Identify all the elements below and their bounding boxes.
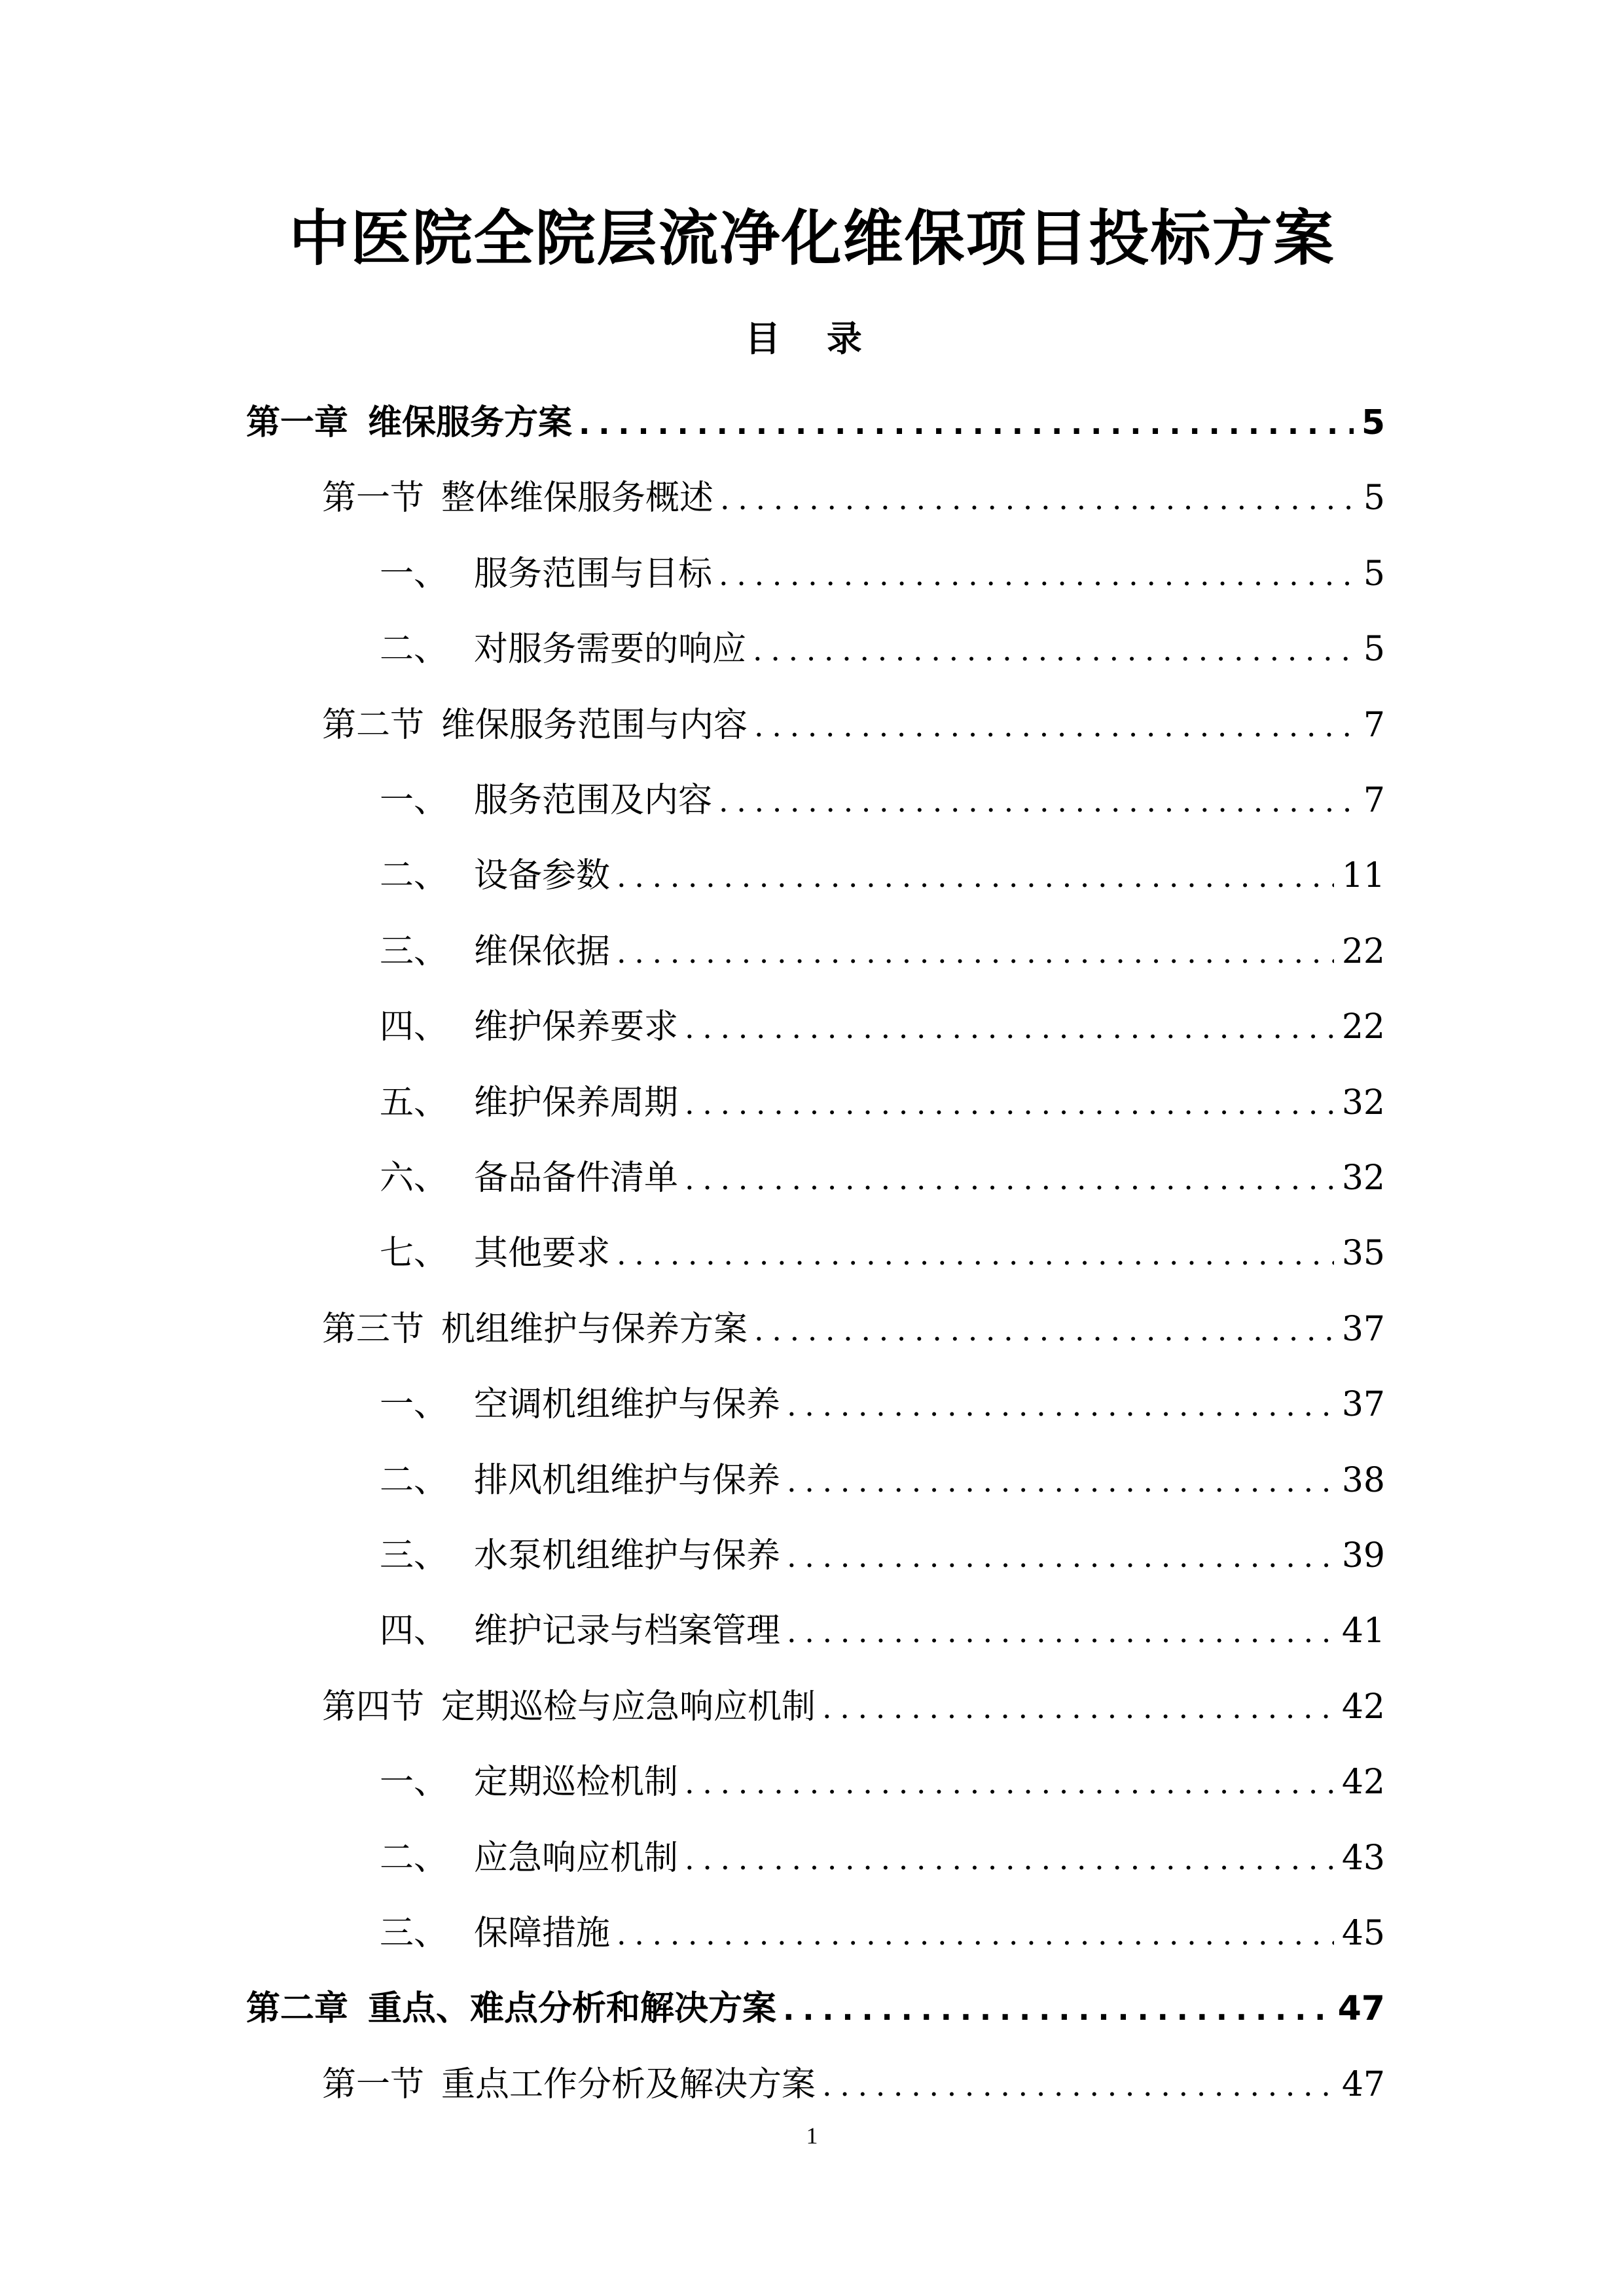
- toc-entry-number: 第二章: [246, 1989, 349, 2028]
- toc-entry-page: 45: [1341, 1914, 1385, 1953]
- toc-entry-title: 重点、难点分析和解决方案: [368, 1989, 777, 2028]
- toc-leader-dots: [783, 1983, 1330, 2036]
- toc-leader-dots: [787, 1455, 1334, 1507]
- toc-entry-page: 35: [1341, 1234, 1385, 1273]
- toc-entry[interactable]: [246, 397, 1385, 449]
- toc-entry-page: 37: [1341, 1385, 1385, 1424]
- toc-entry-number: 三、: [380, 1914, 448, 1953]
- toc-entry[interactable]: [322, 2058, 1385, 2111]
- toc-entry-page: 42: [1341, 1687, 1385, 1727]
- toc-leader-dots: [720, 473, 1356, 525]
- toc-entry-number: 三、: [380, 1536, 448, 1575]
- toc-entry-number: 二、: [380, 630, 448, 669]
- toc-entry[interactable]: [380, 925, 1385, 978]
- toc-leader-dots: [617, 1908, 1334, 1960]
- toc-entry[interactable]: [322, 1681, 1385, 1733]
- toc-entry-page: 38: [1341, 1461, 1385, 1500]
- toc-entry-number: 二、: [380, 856, 448, 895]
- toc-entry[interactable]: [380, 1001, 1385, 1053]
- toc-entry[interactable]: [380, 1756, 1385, 1808]
- toc-entry-number: 四、: [380, 1007, 448, 1047]
- toc-entry-title: 维护记录与档案管理: [474, 1611, 781, 1651]
- toc-entry-title: 对服务需要的响应: [474, 630, 747, 669]
- toc-entry-number: 四、: [380, 1611, 448, 1651]
- toc-entry-title: 维保依据: [474, 932, 611, 971]
- toc-entry-number: 第一节: [322, 478, 425, 518]
- toc-leader-dots: [754, 700, 1356, 752]
- toc-entry[interactable]: [380, 1378, 1385, 1431]
- toc-leader-dots: [685, 1833, 1334, 1885]
- toc-entry[interactable]: [380, 1077, 1385, 1129]
- toc-entry-page: 41: [1341, 1611, 1385, 1651]
- toc-entry-title: 重点工作分析及解决方案: [441, 2065, 816, 2104]
- toc-entry-page: 5: [1361, 403, 1385, 442]
- toc-entry-title: 维护保养周期: [474, 1083, 679, 1122]
- toc-leader-dots: [822, 1681, 1334, 1734]
- toc-leader-dots: [617, 850, 1334, 903]
- toc-entry-title: 空调机组维护与保养: [474, 1385, 781, 1424]
- toc-heading: 目 录: [745, 318, 879, 359]
- toc-entry-number: 一、: [380, 554, 448, 594]
- toc-entry[interactable]: [380, 1227, 1385, 1280]
- toc-entry-number: 二、: [380, 1839, 448, 1878]
- toc-entry-title: 备品备件清单: [474, 1158, 679, 1198]
- toc-entry[interactable]: [380, 1530, 1385, 1582]
- document-title: 中医院全院层流净化维保项目投标方案: [289, 204, 1335, 274]
- toc-leader-dots: [617, 1228, 1334, 1280]
- toc-entry-title: 服务范围与目标: [474, 554, 713, 594]
- toc-entry-number: 六、: [380, 1158, 448, 1198]
- toc-entry-title: 维护保养要求: [474, 1007, 679, 1047]
- toc-entry[interactable]: [380, 1907, 1385, 1960]
- toc-entry-title: 维保服务方案: [368, 403, 573, 442]
- toc-leader-dots: [685, 1757, 1334, 1809]
- toc-entry-number: 一、: [380, 1385, 448, 1424]
- toc-leader-dots: [685, 1077, 1334, 1130]
- toc-entry-page: 11: [1341, 856, 1385, 895]
- toc-entry-page: 32: [1341, 1083, 1385, 1122]
- toc-entry-number: 一、: [380, 1763, 448, 1802]
- toc-entry[interactable]: [246, 1982, 1385, 2035]
- toc-entry-page: 7: [1363, 781, 1385, 820]
- toc-entry-number: 二、: [380, 1461, 448, 1500]
- toc-entry[interactable]: [380, 774, 1385, 827]
- toc-leader-dots: [579, 397, 1354, 450]
- toc-entry-number: 第二节: [322, 706, 425, 745]
- toc-entry-title: 整体维保服务概述: [441, 478, 714, 518]
- toc-entry[interactable]: [380, 1832, 1385, 1884]
- toc-entry-page: 5: [1363, 478, 1385, 518]
- toc-entry[interactable]: [380, 1152, 1385, 1204]
- toc-entry-title: 机组维护与保养方案: [441, 1310, 748, 1349]
- toc-entry[interactable]: [380, 1454, 1385, 1507]
- toc-entry[interactable]: [322, 472, 1385, 524]
- toc-entry[interactable]: [380, 548, 1385, 600]
- toc-leader-dots: [787, 1379, 1334, 1431]
- toc-entry-title: 排风机组维护与保养: [474, 1461, 781, 1500]
- toc-leader-dots: [754, 1304, 1334, 1356]
- toc-entry-title: 服务范围及内容: [474, 781, 713, 820]
- toc-entry-number: 七、: [380, 1234, 448, 1273]
- toc-entry-page: 5: [1363, 554, 1385, 594]
- toc-entry-page: 7: [1363, 706, 1385, 745]
- toc-entry-page: 43: [1341, 1839, 1385, 1878]
- toc-entry-page: 39: [1341, 1536, 1385, 1575]
- toc-entry-page: 47: [1341, 2065, 1385, 2104]
- toc-entry-number: 第三节: [322, 1310, 425, 1349]
- toc-entry[interactable]: [322, 699, 1385, 751]
- toc-entry[interactable]: [380, 850, 1385, 902]
- toc-entry-title: 定期巡检机制: [474, 1763, 679, 1802]
- toc-leader-dots: [719, 775, 1356, 827]
- toc-leader-dots: [787, 1530, 1334, 1583]
- toc-leader-dots: [685, 1001, 1334, 1054]
- page-number: 1: [806, 2123, 818, 2149]
- toc-entry-page: 5: [1363, 630, 1385, 669]
- toc-entry-title: 维保服务范围与内容: [441, 706, 748, 745]
- toc-leader-dots: [617, 926, 1334, 978]
- toc-entry-number: 第一节: [322, 2065, 425, 2104]
- toc-entry-number: 第一章: [246, 403, 349, 442]
- toc-entry-title: 定期巡检与应急响应机制: [441, 1687, 816, 1727]
- toc-entry[interactable]: [380, 1605, 1385, 1657]
- toc-entry-title: 水泵机组维护与保养: [474, 1536, 781, 1575]
- toc-entry-number: 第四节: [322, 1687, 425, 1727]
- toc-leader-dots: [822, 2059, 1334, 2111]
- toc-entry-number: 五、: [380, 1083, 448, 1122]
- toc-entry-page: 22: [1341, 932, 1385, 971]
- toc-leader-dots: [787, 1605, 1334, 1658]
- toc-entry-title: 应急响应机制: [474, 1839, 679, 1878]
- toc-leader-dots: [753, 624, 1356, 676]
- toc-entry-page: 32: [1341, 1158, 1385, 1198]
- toc-entry[interactable]: [380, 623, 1385, 675]
- toc-entry-number: 三、: [380, 932, 448, 971]
- toc-entry-number: 一、: [380, 781, 448, 820]
- toc-entry-title: 设备参数: [474, 856, 611, 895]
- toc-leader-dots: [719, 548, 1356, 601]
- toc-entry-page: 37: [1341, 1310, 1385, 1349]
- toc-entry-page: 42: [1341, 1763, 1385, 1802]
- toc-entry-title: 其他要求: [474, 1234, 611, 1273]
- toc-entry[interactable]: [322, 1303, 1385, 1355]
- toc-entry-page: 22: [1341, 1007, 1385, 1047]
- toc-leader-dots: [685, 1153, 1334, 1205]
- toc-entry-page: 47: [1337, 1989, 1385, 2028]
- toc-entry-title: 保障措施: [474, 1914, 611, 1953]
